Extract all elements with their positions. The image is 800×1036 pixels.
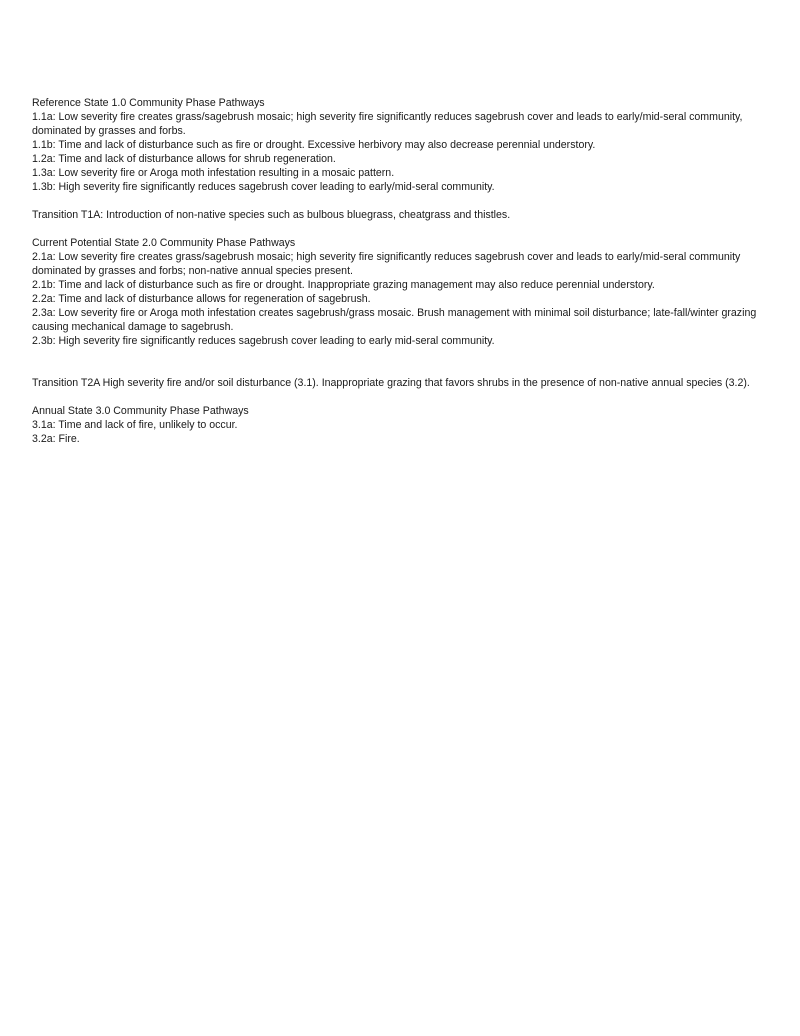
annual-state-section — [32, 404, 772, 446]
pathway-1-3b: 1.3b: High severity fire significantly reduces sagebrush cover leading to early/mid-seral community. — [32, 181, 495, 193]
pathway-2-2a: 2.2a: Time and lack of disturbance allows for regeneration of sagebrush. — [32, 293, 371, 305]
spacer — [32, 222, 772, 236]
pathway-2-1b: 2.1b: Time and lack of disturbance such as fire or drought. Inappropriate grazing management may also reduce perennial understory. — [32, 279, 655, 291]
transition-t2a-text: Transition T2A High severity fire and/or soil disturbance (3.1). Inappropriate grazing that favors shrubs in the presence of non-native annual species (3.2). — [32, 377, 750, 389]
pathway-2-3b: 2.3b: High severity fire significantly reduces sagebrush cover leading to early mid-seral community. — [32, 335, 495, 347]
current-state-section — [32, 236, 772, 348]
annual-state-heading: Annual State 3.0 Community Phase Pathways — [32, 405, 249, 417]
pathway-3-2a: 3.2a: Fire. — [32, 433, 80, 445]
spacer — [32, 194, 772, 208]
document-page — [32, 96, 772, 446]
transition-t1a-text: Transition T1A: Introduction of non-native species such as bulbous bluegrass, cheatgrass and thistles. — [32, 209, 511, 221]
pathway-1-2a: 1.2a: Time and lack of disturbance allows for shrub regeneration. — [32, 153, 336, 165]
pathway-2-1a: 2.1a: Low severity fire creates grass/sagebrush mosaic; high severity fire significantly reduces sagebrush cover and leads to early/mid-seral community dominated by grasses and forbs; non-native annual species present. — [32, 251, 741, 277]
reference-state-heading: Reference State 1.0 Community Phase Pathways — [32, 97, 265, 109]
reference-state-section — [32, 96, 772, 194]
pathway-3-1a: 3.1a: Time and lack of fire, unlikely to occur. — [32, 419, 238, 431]
current-state-heading: Current Potential State 2.0 Community Phase Pathways — [32, 237, 296, 249]
transition-t2a-section — [32, 376, 772, 390]
pathway-1-3a: 1.3a: Low severity fire or Aroga moth infestation resulting in a mosaic pattern. — [32, 167, 395, 179]
pathway-1-1a: 1.1a: Low severity fire creates grass/sagebrush mosaic; high severity fire significantly reduces sagebrush cover and leads to early/mid-seral community, dominated by grasses and forbs. — [32, 111, 743, 137]
transition-t1a-section — [32, 208, 772, 222]
spacer — [32, 390, 772, 404]
pathway-2-3a: 2.3a: Low severity fire or Aroga moth infestation creates sagebrush/grass mosaic. Brush management with minimal soil disturbance; late-fall/winter grazing causing mechanical damage to sagebrush. — [32, 307, 757, 333]
pathway-1-1b: 1.1b: Time and lack of disturbance such as fire or drought. Excessive herbivory may also decrease perennial understory. — [32, 139, 596, 151]
spacer — [32, 348, 772, 376]
